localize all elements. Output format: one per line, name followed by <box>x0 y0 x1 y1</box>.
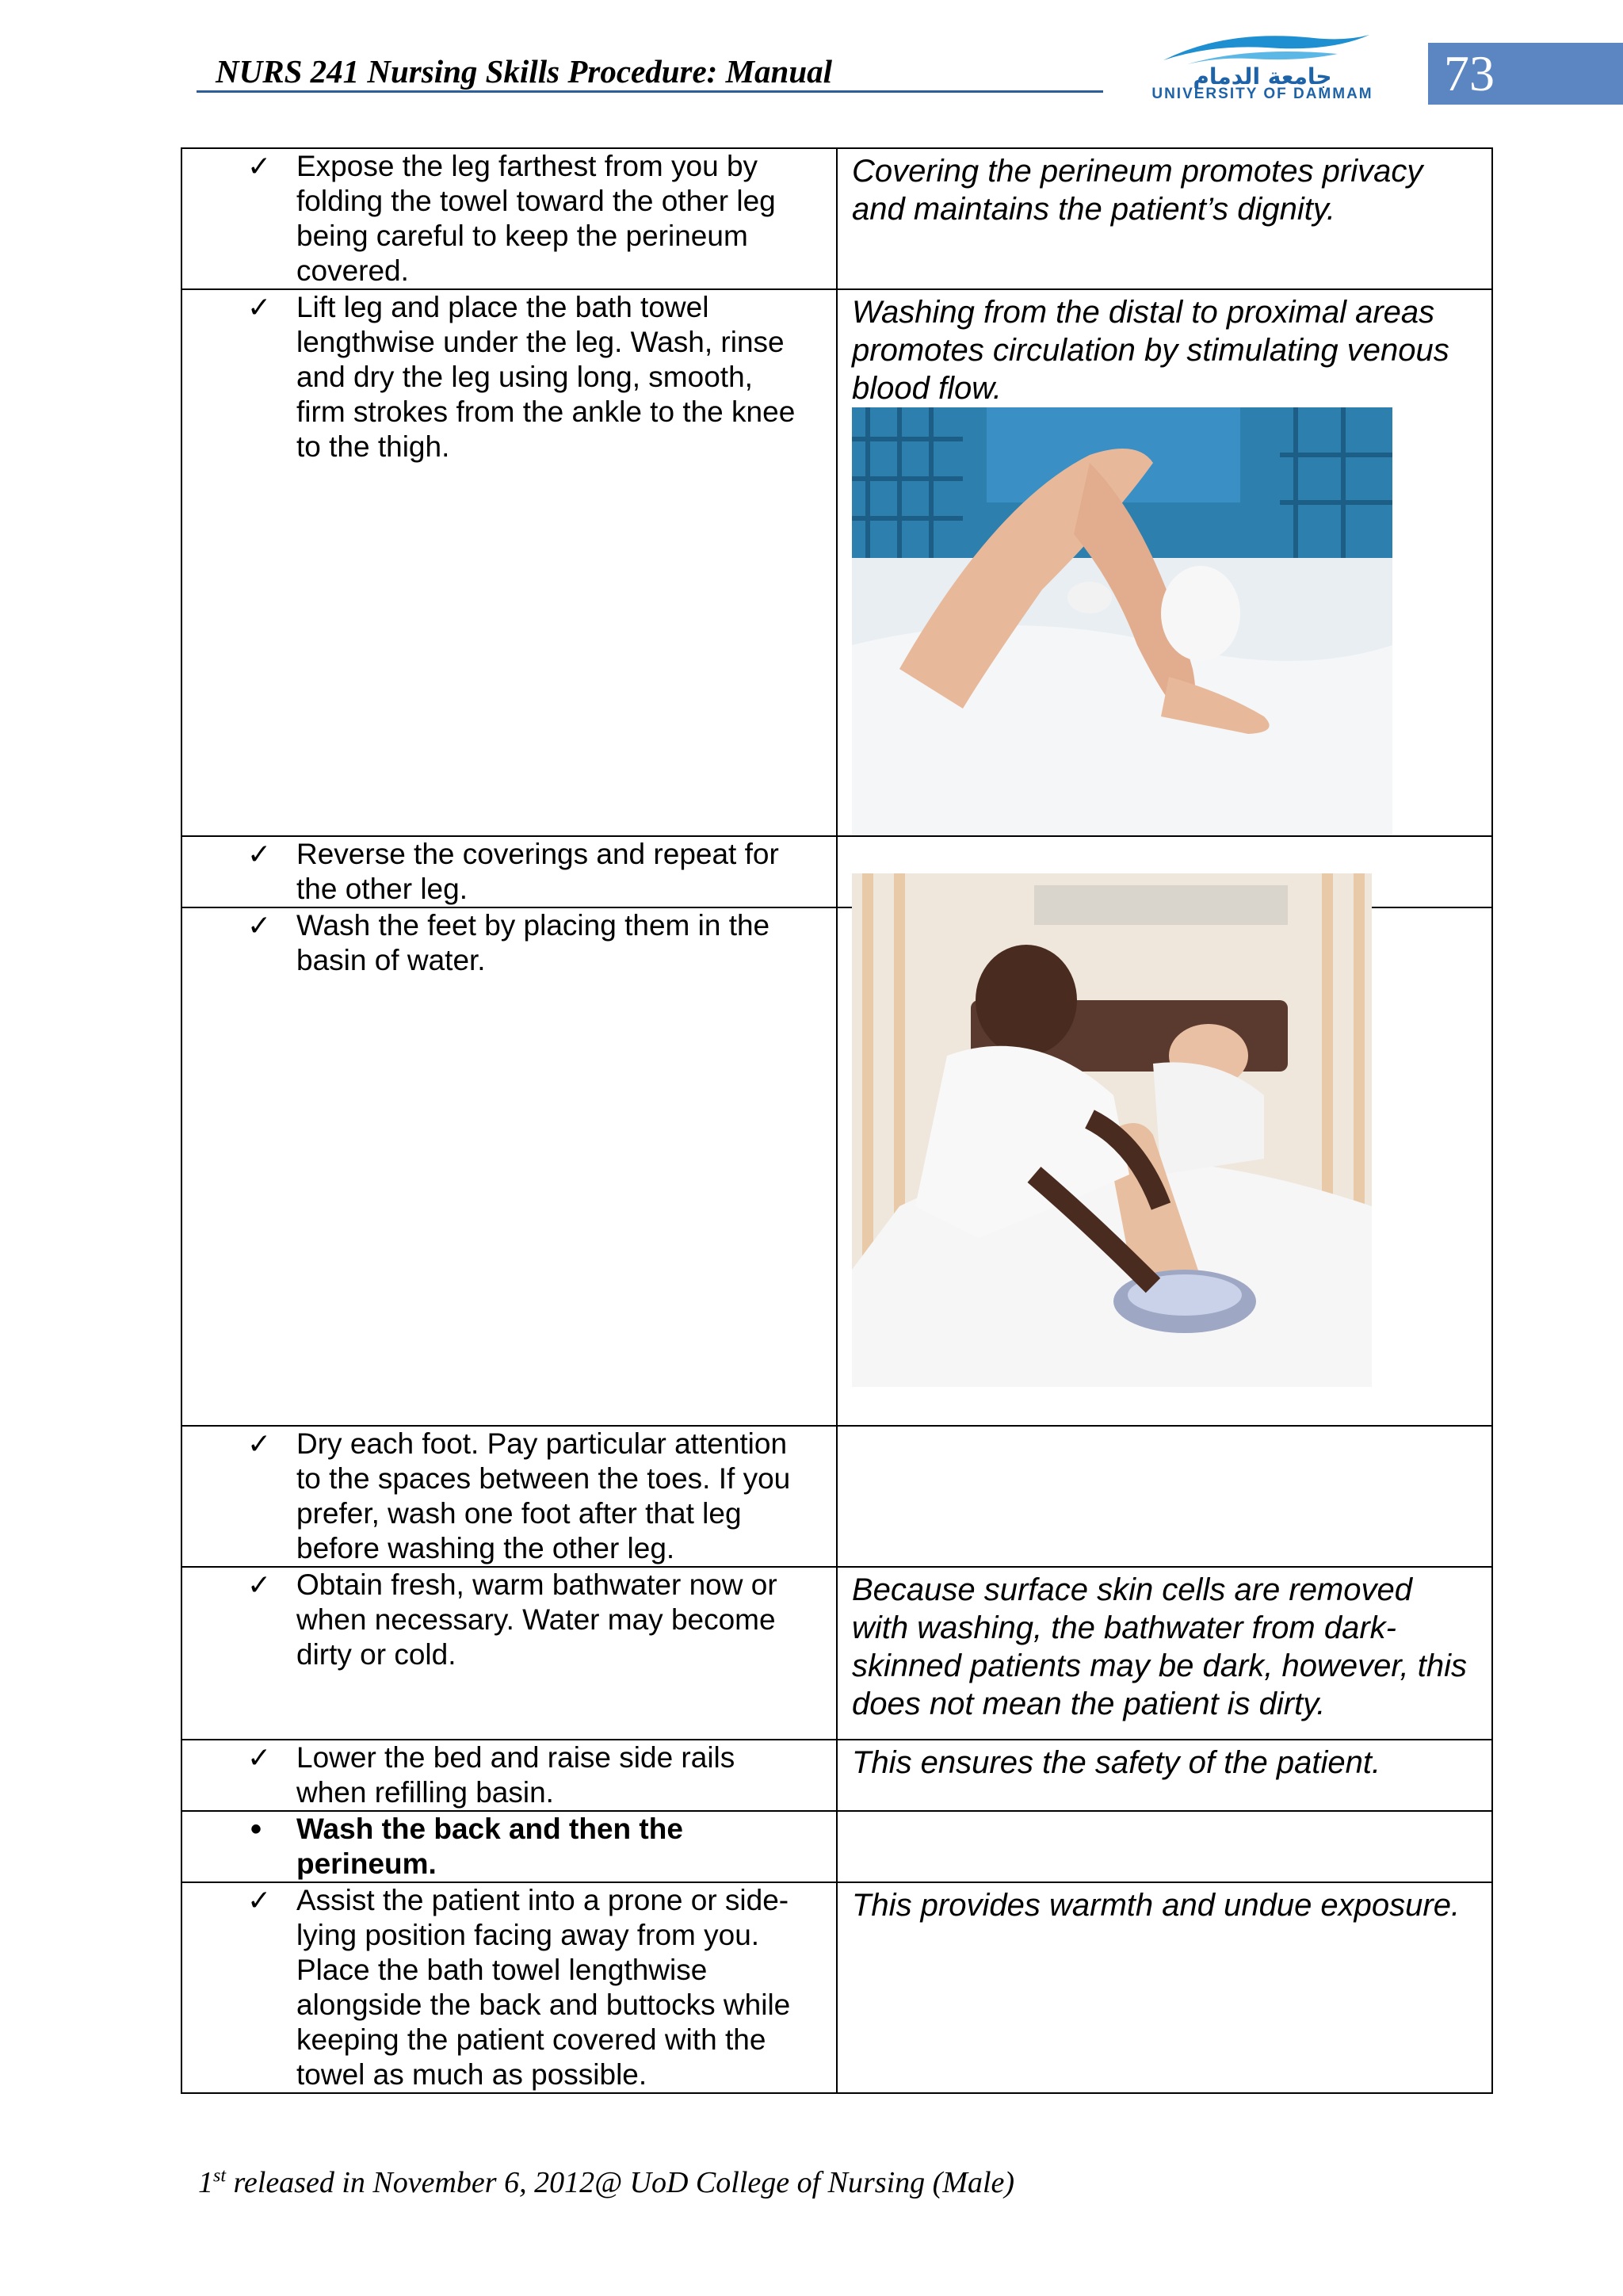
rationale-cell <box>837 907 1492 1426</box>
rationale-cell <box>837 1426 1492 1567</box>
rationale-cell <box>837 1811 1492 1882</box>
rationale-text: Washing from the distal to proximal areas promotes circulation by stimulating venous blood flow. <box>852 295 1449 406</box>
step-text: Expose the leg farthest from you by folding the towel toward the other leg being careful to keep the perineum covered. <box>296 150 776 287</box>
step-text: Lift leg and place the bath towel lengthwise under the leg. Wash, rinse and dry the leg using long, smooth, firm strokes from the ankle to the knee to the thigh. <box>296 291 796 463</box>
step-text: Wash the feet by placing them in the basin of water. <box>296 909 770 976</box>
step-cell <box>181 1811 837 1882</box>
table-row <box>181 289 1492 836</box>
footer <box>198 2165 1014 2200</box>
table-row <box>181 907 1492 1426</box>
logo-text: UNIVERSITY OF DAMMAM <box>1151 86 1373 102</box>
rationale-text: This provides warmth and undue exposure. <box>852 1888 1461 1923</box>
rationale-text <box>838 837 1491 840</box>
checkmark-icon: ✓ <box>247 1568 272 1601</box>
table-row <box>181 148 1492 289</box>
bullet-icon: • <box>250 1812 262 1847</box>
header-title: NURS 241 Nursing Skills Procedure: Manual <box>216 53 833 90</box>
step-item <box>182 1812 836 1881</box>
step-text: Lower the bed and raise side rails when refilling basin. <box>296 1741 735 1809</box>
leg-washing-photo <box>852 407 1392 835</box>
step-cell <box>181 836 837 907</box>
rationale-text: This ensures the safety of the patient. <box>852 1745 1381 1780</box>
header-rule <box>197 90 1103 93</box>
footer-text: released in November 6, 2012@ UoD College of Nursing (Male) <box>226 2166 1015 2199</box>
step-item <box>182 290 836 464</box>
table-row <box>181 1567 1492 1740</box>
step-item <box>182 1568 836 1672</box>
checkmark-icon: ✓ <box>247 909 272 942</box>
table-row <box>181 1426 1492 1567</box>
step-item <box>182 1740 836 1810</box>
footer-superscript: st <box>213 2165 227 2187</box>
page-number: 73 <box>1444 45 1495 101</box>
checkmark-icon: ✓ <box>247 838 272 870</box>
rationale-text: Covering the perineum promotes privacy and maintains the patient’s dignity. <box>852 154 1423 227</box>
checkmark-icon: ✓ <box>247 1427 272 1460</box>
rationale-cell <box>837 1882 1492 2093</box>
step-cell <box>181 1882 837 2093</box>
step-item <box>182 837 836 907</box>
step-item <box>182 908 836 978</box>
step-cell <box>181 907 837 1426</box>
rationale-cell <box>837 1740 1492 1811</box>
step-text: Assist the patient into a prone or side-lying position facing away from you. Place the bath towel lengthwise alongside the back and buttocks while keeping the patient covered with the towel as much as possible. <box>296 1884 791 2091</box>
rationale-cell <box>837 289 1492 836</box>
step-text: Wash the back and then the perineum. <box>296 1813 683 1880</box>
step-item <box>182 1883 836 2092</box>
footer-number: 1 <box>198 2166 213 2199</box>
university-logo <box>1132 29 1393 108</box>
svg-text:جامعة الدمام: جامعة الدمام <box>1193 63 1332 88</box>
step-item <box>182 149 836 288</box>
rationale-cell <box>837 1567 1492 1740</box>
step-cell <box>181 148 837 289</box>
procedure-table <box>181 147 1493 2094</box>
step-text: Dry each foot. Pay particular attention to the spaces between the toes. If you prefer, wash one foot after that leg before washing the other leg. <box>296 1427 791 1564</box>
table-row <box>181 1740 1492 1811</box>
logo-waves-icon <box>1132 29 1393 88</box>
checkmark-icon: ✓ <box>247 1741 272 1774</box>
step-cell <box>181 1426 837 1567</box>
rationale-text <box>838 1427 1491 1430</box>
table-row <box>181 1882 1492 2093</box>
step-cell <box>181 1567 837 1740</box>
checkmark-icon: ✓ <box>247 150 272 182</box>
rationale-cell <box>837 148 1492 289</box>
step-text: Obtain fresh, warm bathwater now or when necessary. Water may become dirty or cold. <box>296 1568 777 1671</box>
step-cell <box>181 1740 837 1811</box>
page-number-box <box>1428 43 1623 105</box>
foot-washing-photo <box>852 873 1372 1387</box>
checkmark-icon: ✓ <box>247 291 272 323</box>
checkmark-icon: ✓ <box>247 1884 272 1916</box>
rationale-text <box>838 1812 1491 1815</box>
step-cell <box>181 289 837 836</box>
step-text: Reverse the coverings and repeat for the other leg. <box>296 838 779 905</box>
rationale-text: Because surface skin cells are removed with washing, the bathwater from dark-skinned patients may be dark, however, this does not mean the patient is dirty. <box>852 1572 1467 1721</box>
table-row <box>181 1811 1492 1882</box>
step-item <box>182 1427 836 1566</box>
